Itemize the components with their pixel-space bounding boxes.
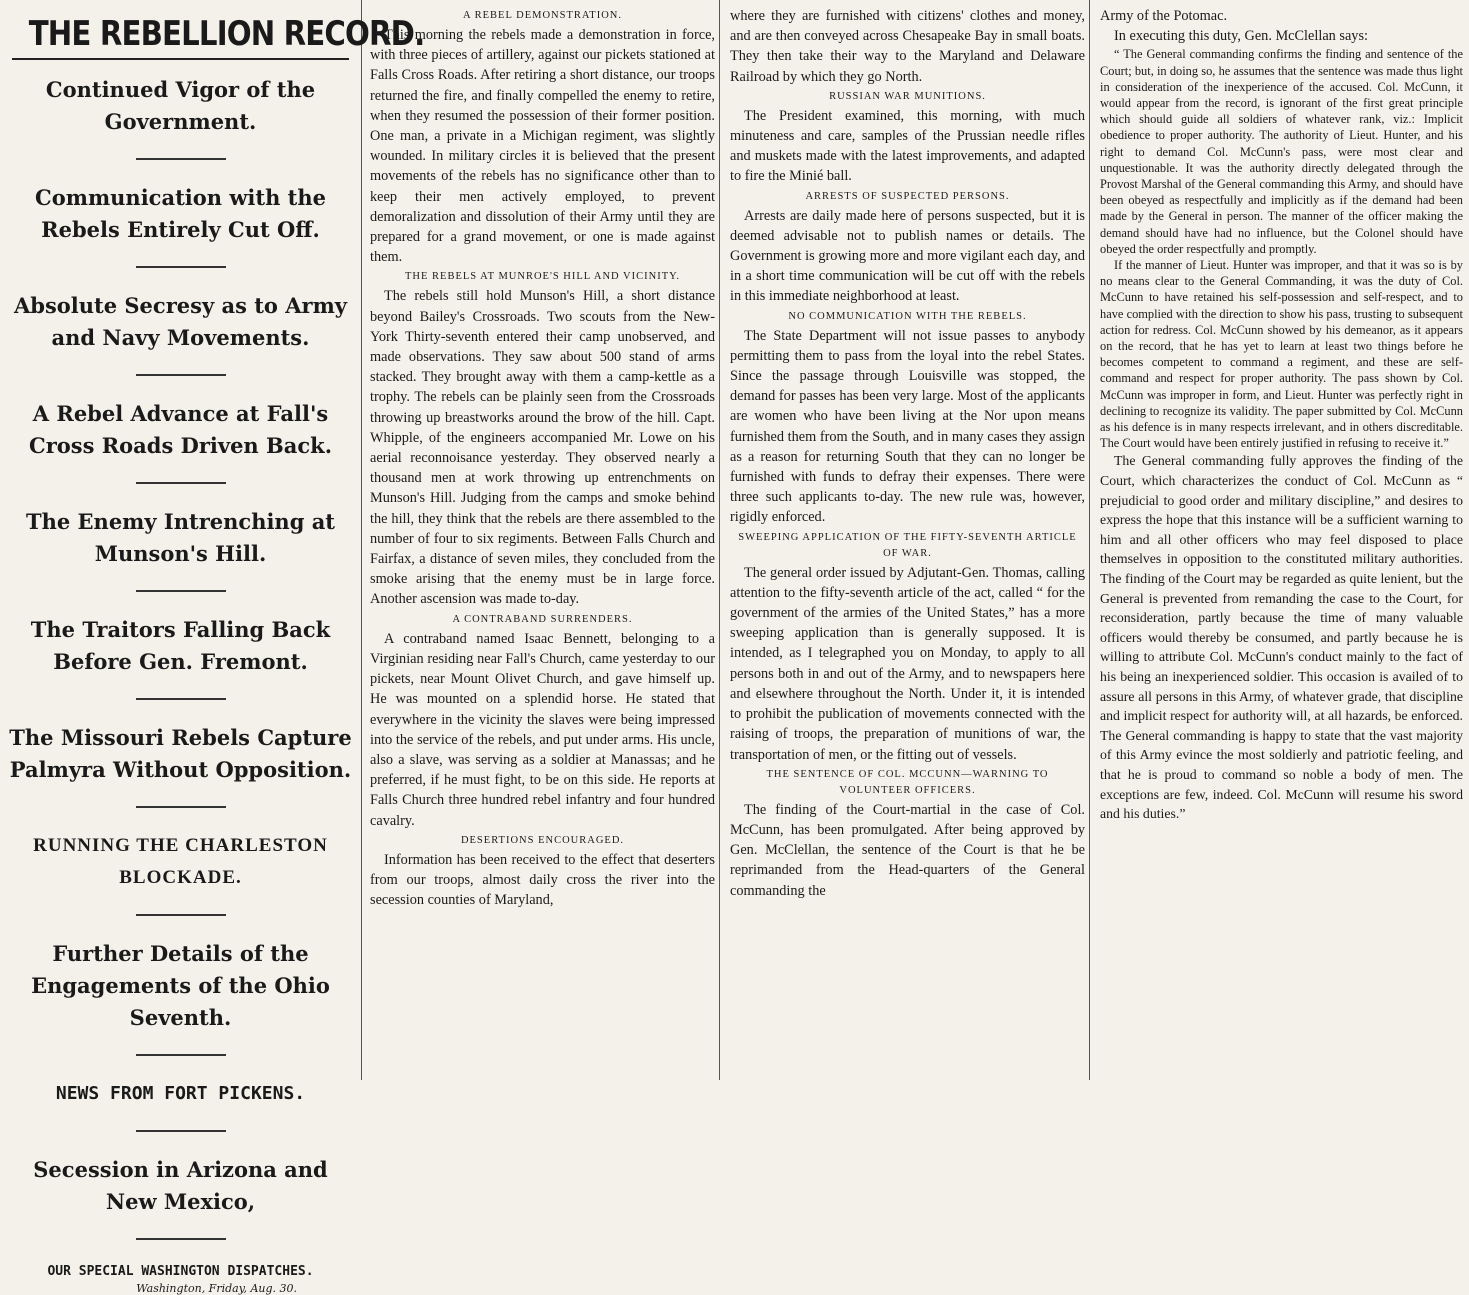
section-body: where they are furnished with citizens' clothes and money, and are then conveyed across Chesapeake Bay in small boats. They then take their way to the Maryland and Delaware Railroad by which they go North.: [730, 8, 1085, 85]
section-title: DESERTIONS ENCOURAGED.: [460, 834, 625, 846]
divider: [136, 1130, 226, 1132]
headline-3: Absolute Secresy as to Army and Navy Movements.: [13, 293, 348, 350]
section-body: The President examined, this morning, with much minuteness and care, samples of the Prussian needle rifles and muskets made with the latest improvements, and adapted to fire the Minié ball.: [730, 107, 1085, 185]
section-title: THE REBELS AT MUNROE'S HILL AND VICINITY.: [405, 271, 680, 283]
order-quote: “ The General commanding confirms the finding and sentence of the Court; but, in doing so, he assumes that the sentence was made thus light in consideration of the inexperience of the accused. Col. McCunn, it would appear from the record, is ignorant of the first great principle which should guide all soldiers of whatever rank, viz.: Implicit obedience to proper authority. The authority of Lieut. Hunter, and his right to demand Col. McCunn's pass, were most clear and unquestionable. It was the authority directly delegated through the Provost Marshal of the General commanding this Army, and should have been obeyed as respectfully and implicitly as if the demand had been made by the General in person. The manner of the officer making the demand should have had no influence, but the Colonel should have obeyed the order respectfully and promptly.: [1100, 47, 1463, 256]
section-body: Information has been received to the effect that deserters from our troops, almost daily cross the river into the secession counties of Maryland,: [370, 851, 715, 909]
headline-2: Communication with the Rebels Entirely Cut Off.: [35, 185, 326, 242]
headline-column: [0, 0, 425, 1295]
article-column-4: [1092, 0, 1469, 1080]
headline-11: Secession in Arizona and New Mexico,: [33, 1157, 328, 1214]
section-body: The rebels still hold Munson's Hill, a short distance beyond Bailey's Crossroads. Two scouts from the New-York Thirty-seventh entered their camp unobserved, and made observations. They saw about 500 stand of arms stacked. They brought away with them a camp-kettle as a trophy. The rebels can be plainly seen from the Crossroads throwing up breastworks around the brow of the hill. Capt. Whipple, of the engineers accompanied Mr. Lowe on his aerial reconnoisance yesterday. They observed nearly a thousand men at work throwing up entrenchments on Munson's Hill. Judging from the camps and smoke behind the hill, they think that the rebels are there assembled to the number of four to six regiments. Between Falls Church and Fairfax, a distance of seven miles, they concluded from the smoke arising that the enemy must be in large force. Another ascension was made to-day.: [370, 288, 715, 608]
headline-7: The Missouri Rebels Capture Palmyra Without Opposition.: [9, 725, 352, 782]
divider: [136, 158, 226, 160]
section-body: The finding of the Court-martial in the case of Col. McCunn, has been promulgated. After being approved by Gen. McClellan, the sentence of the Court is that he be reprimanded from the Head-quarters of the General commanding the: [730, 801, 1085, 899]
section-body: A contraband named Isaac Bennett, belonging to a Virginian residing near Fall's Church, came yesterday to our pickets, near Mount Olivet Church, and gave himself up. He was mounted on a splendid horse. He stated that everywhere in the vicinity the slaves were being impressed into the service of the rebels, and put under arms. His uncle, also a slave, was serving as a soldier at Manassas; and he preferred, if he must fight, to be on this side. He reports at Falls Church three hundred rebel infantry and four hundred cavalry.: [370, 630, 715, 829]
headline-4: A Rebel Advance at Fall's Cross Roads Driven Back.: [28, 401, 333, 458]
divider: [136, 266, 226, 268]
section-title: A REBEL DEMONSTRATION.: [463, 10, 622, 21]
order-quote: If the manner of Lieut. Hunter was improper, and that it was so is by no means clear to the General Commanding, it was the duty of Col. McCunn to have retained his self-possession and self-respect, and to have complied with the direction to show his pass, trusting to subsequent action for redress. Col. McCunn showed by his demeanor, as it appears on the record, that he has yet to learn at least two things before he becomes competent to command a regiment, and these are self-command and respect for proper authority. The pass shown by Col. McCunn was improper in form, and Lieut. Hunter was perfectly right in declining to recognize its validity. The paper submitted by Col. McCunn as his defence is in many respects irrelevant, and in others discreditable. The Court would have been entirely justified in refusing to receive it.”: [1100, 258, 1463, 451]
headline-12: OUR SPECIAL WASHINGTON DISPATCHES.: [47, 1264, 314, 1279]
divider: [136, 1054, 226, 1056]
section-title: ARRESTS OF SUSPECTED PERSONS.: [805, 190, 1010, 202]
divider: [136, 482, 226, 484]
headline-9: Further Details of the Engagements of the Ohio Seventh.: [31, 941, 330, 1030]
section-body: Army of the Potomac.: [1100, 8, 1228, 24]
headline-6: The Traitors Falling Back Before Gen. Fremont.: [30, 617, 331, 674]
divider: [136, 590, 226, 592]
section-body: The general order issued by Adjutant-Gen. Thomas, calling attention to the fifty-seventh article of the act, called “ for the government of the armies of the United States,” has a more sweeping application than is generally supposed. It is intended, as I telegraphed you on Monday, to apply to all persons both in and out of the Army, and to newspapers here and elsewhere throughout the North. Under it, it is intended to prohibit the publication of movements connected with the raising of troops, the preparation of munitions of war, the transportation of men, or the fitting out of vessels.: [730, 564, 1085, 763]
headline-8: RUNNING THE CHARLESTON BLOCKADE.: [33, 835, 328, 888]
section-title: SWEEPING APPLICATION OF THE FIFTY-SEVENTH ARTICLE OF WAR.: [738, 531, 1077, 559]
divider: [136, 806, 226, 808]
headline-10: NEWS FROM FORT PICKENS.: [55, 1083, 306, 1104]
section-title: RUSSIAN WAR MUNITIONS.: [829, 90, 986, 102]
article-column-2: [364, 0, 720, 1080]
section-body: The State Department will not issue passes to anybody permitting them to pass from the loyal into the rebel States. Since the passage through Louisville was stopped, the demand for passes has been very large. Most of the applicants are women who have been living at the Nor upon means furnished them from the South, and in many cases they assign as a reason for returning South that they can no longer be furnished with funds to defray their expenses. There were three such applicants to-day. The new rule was, however, rigidly enforced.: [730, 327, 1085, 526]
headline-1: Continued Vigor of the Government.: [45, 77, 316, 134]
masthead: THE REBELLION RECORD.: [28, 14, 425, 54]
dateline: Washington, Friday, Aug. 30.: [136, 1282, 297, 1295]
section-body: In executing this duty, Gen. McClellan says:: [1114, 28, 1368, 45]
article-column-3: [722, 0, 1090, 1080]
headline-5: The Enemy Intrenching at Munson's Hill.: [25, 509, 336, 566]
divider: [136, 698, 226, 700]
divider: [136, 374, 226, 376]
section-body: This morning the rebels made a demonstration in force, with three pieces of artillery, against our pickets stationed at Falls Cross Roads. After retiring a short distance, our troops returned the fire, and finally compelled the enemy to retire, when they resumed the possession of their former position. One man, a private in a Michigan regiment, was slightly wounded. In military circles it is believed that the present movements of the rebels has no significance other than to keep their men actively employed, to prevent demoralization and dissolution of their Army until they are prepared for a grand movement, or one is made against them.: [370, 27, 715, 266]
section-body: Arrests are daily made here of persons suspected, but it is deemed advisable not to publish names or details. The Government is growing more and more vigilant each day, and in a short time communication will be cut off with the rebels in this immediate neighborhood at least.: [730, 207, 1085, 305]
masthead-rule: [12, 58, 349, 60]
divider: [136, 1238, 226, 1240]
section-title: A CONTRABAND SURRENDERS.: [452, 613, 633, 625]
section-body: The General commanding fully approves the finding of the Court, which characterizes the conduct of Col. McCunn as “ prejudicial to good order and military discipline,” and desires to express the hope that this instance will be a sufficient warning to him and all other officers who may feel disposed to place themselves in opposition to the constituted military authorities. The finding of the Court may be regarded as quite lenient, but the General is prevented from remanding the case to the Court, for reconsideration, partly because the time of many valuable officers would thereby be consumed, and partly because he is willing to attribute Col. McCunn's conduct mainly to the fact of his being an inexperienced soldier. This occasion is availed of to assure all persons in this Army, of whatever grade, that discipline and implicit respect for authority will, at all hazards, be enforced. The General commanding is happy to state that the vast majority of this Army evince the most soldierly and patriotic feeling, and that he is proud to command so noble a body of men. The exceptions are few, indeed. Col. McCunn will resume his sword and his duties.”: [1100, 453, 1463, 822]
section-title: THE SENTENCE OF COL. MCCUNN—WARNING TO VOLUNTEER OFFICERS.: [766, 768, 1049, 796]
section-title: NO COMMUNICATION WITH THE REBELS.: [788, 310, 1027, 322]
divider: [136, 914, 226, 916]
